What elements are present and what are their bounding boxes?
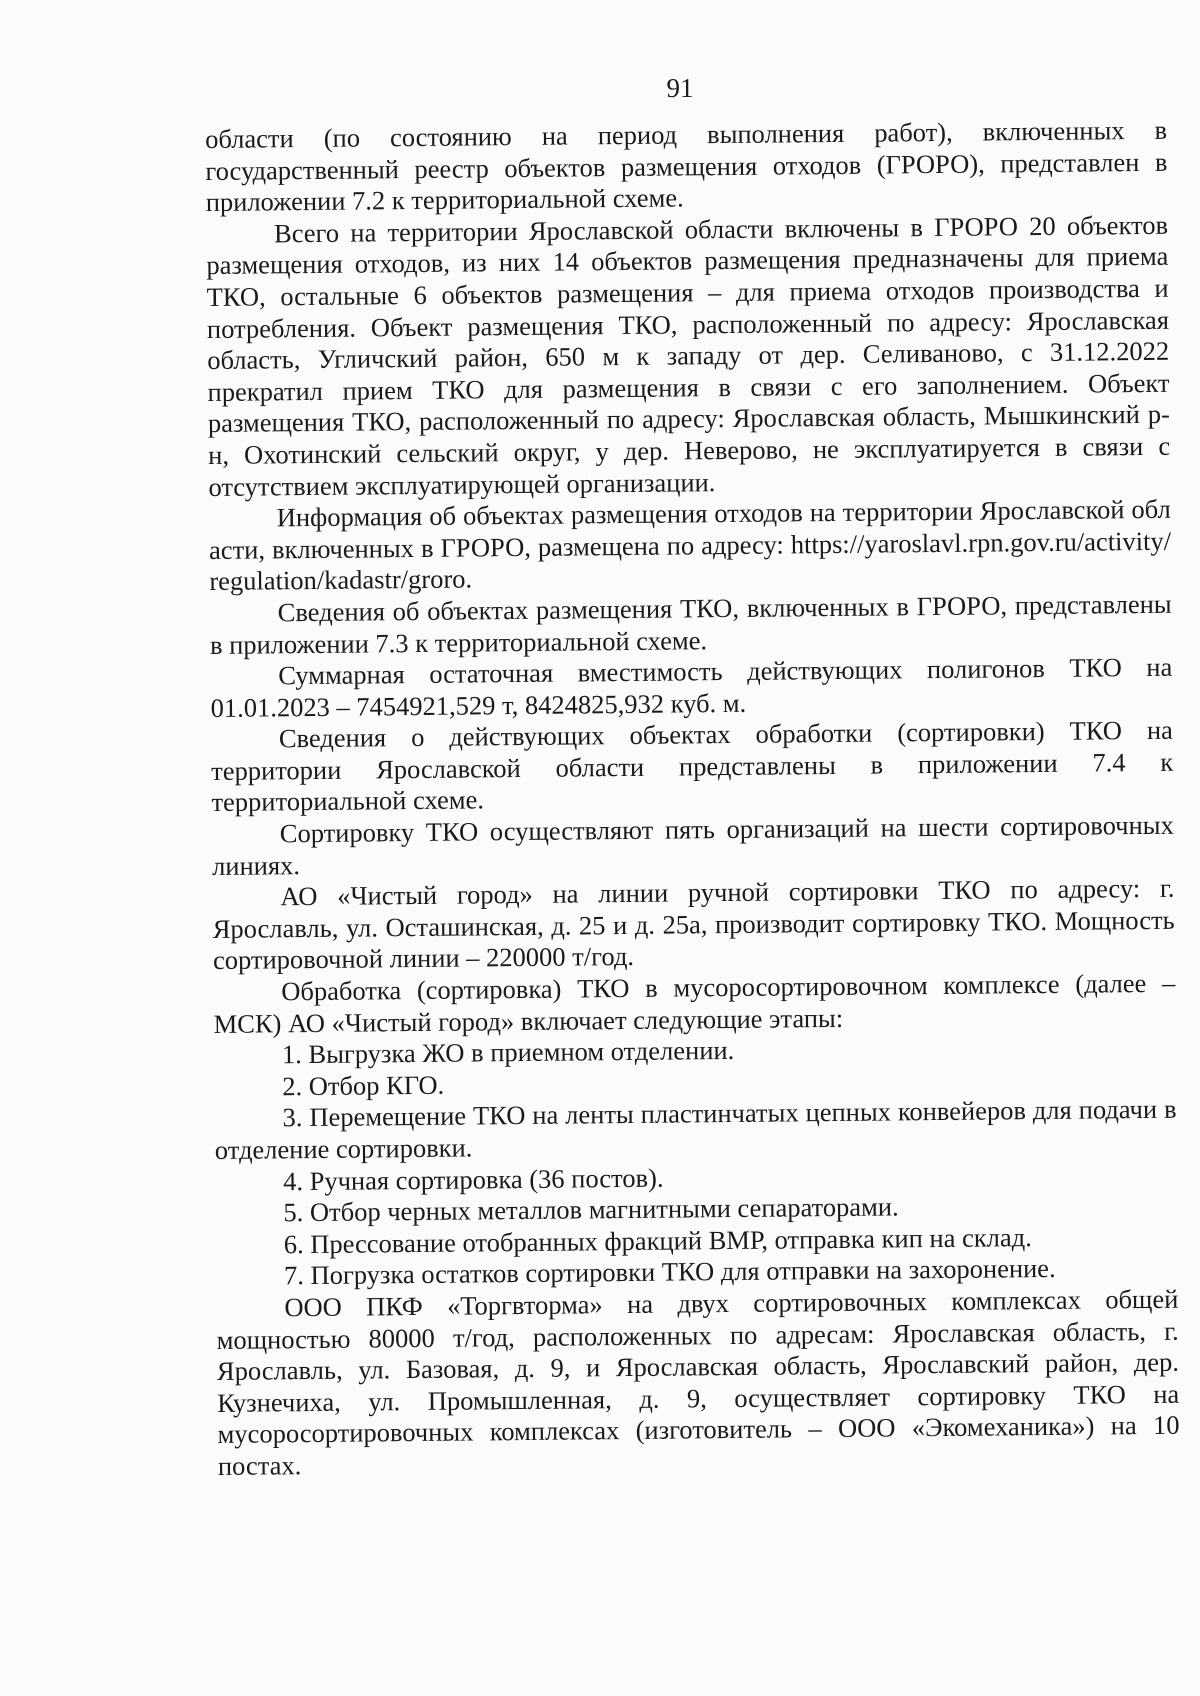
paragraph-sorting-organizations: Сортировку ТКО осуществляют пять организаций на шести сортировочных линиях. (211, 809, 1174, 881)
paragraph-chisty-gorod-line: АО «Чистый город» на линии ручной сортировки ТКО по адресу: г. Ярославль, ул. Осташинская, д. 25 и д. 25а, производит сортировку ТКО. Мощность сортировочной линии – 220000 т/год. (212, 872, 1175, 976)
paragraph-torgvtorma: ООО ПКФ «Торгвторма» на двух сортировочных комплексах общей мощностью 80000 т/год, расположенных по адресам: Ярославская область, г. Ярославль, ул. Базовая, д. 9, и Ярославская область, Ярославский район, дер. Кузнечиха, ул. Промышленная, д. 9, осуществляет сортировку ТКО на мусоросортировочных комплексах (изготовитель – ООО «Экомеханика») на 10 постах. (216, 1283, 1180, 1481)
list-item-stage-5: 5. Отбор черных металлов магнитными сепараторами. (283, 1191, 899, 1228)
page-body (205, 115, 1180, 1483)
list-item-stage-1: 1. Выгрузка ЖО в приемном отделении. (281, 1035, 735, 1070)
paragraph-remaining-capacity: Суммарная остаточная вместимость действующих полигонов ТКО на 01.01.2023 – 7454921,529 т, 8424825,932 куб. м. (210, 651, 1173, 723)
paragraph-tko-objects-appendix: Сведения об объектах размещения ТКО, включенных в ГРОРО, представлены в приложении 7.3 к территориальной схеме. (209, 588, 1172, 660)
list-item-stage-3: 3. Перемещение ТКО на ленты пластинчатых цепных конвейеров для подачи в отделение сортировки. (214, 1094, 1177, 1165)
paragraph-continuation: области (по состоянию на период выполнения работ), включенных в государственный реестр объектов размещения отходов (ГРОРО), представлен в приложении 7.2 к территориальной схеме. (205, 114, 1168, 218)
paragraph-sorting-facilities: Сведения о действующих объектах обработки (сортировки) ТКО на территории Ярославской области представлены в приложении 7.4 к территориальной схеме. (211, 715, 1174, 818)
paragraph-groro-info-url: Информация об объектах размещения отходов на территории Ярославской области, включенных в ГРОРО, размещена по адресу: https://yaroslavl.rpn.gov.ru/activity/regulation/kadastr/groro. (208, 493, 1172, 597)
list-item-stage-6: 6. Прессование отобранных фракций ВМР, отправка кип на склад. (283, 1221, 1032, 1260)
list-item-stage-4: 4. Ручная сортировка (36 постов). (283, 1162, 664, 1196)
paragraph-msk-stages-intro: Обработка (сортировка) ТКО в мусоросортировочном комплексе (далее – МСК) АО «Чистый город» включает следующие этапы: (213, 967, 1176, 1039)
list-item-stage-2: 2. Отбор КГО. (282, 1069, 445, 1102)
list-item-stage-7: 7. Погрузка остатков сортировки ТКО для отправки на захоронение. (283, 1253, 1056, 1291)
paragraph-groro-objects: Всего на территории Ярославской области включены в ГРОРО 20 объектов размещения отходов, из них 14 объектов размещения предназначены для приема ТКО, остальные 6 объектов размещения – для приема отходов производства и потребления. Объект размещения ТКО, расположенный по адресу: Ярославская область, Угличский район, 650 м к западу от дер. Селиваново, с 31.12.2022 прекратил прием ТКО для размещения в связи с его заполнением. Объект размещения ТКО, расположенный по адресу: Ярославская область, Мышкинский р-н, Охотинский сельский округ, у дер. Неверово, не эксплуатируется в связи с отсутствием эксплуатирующей организации. (206, 209, 1171, 502)
page-number: 91 (666, 73, 694, 103)
